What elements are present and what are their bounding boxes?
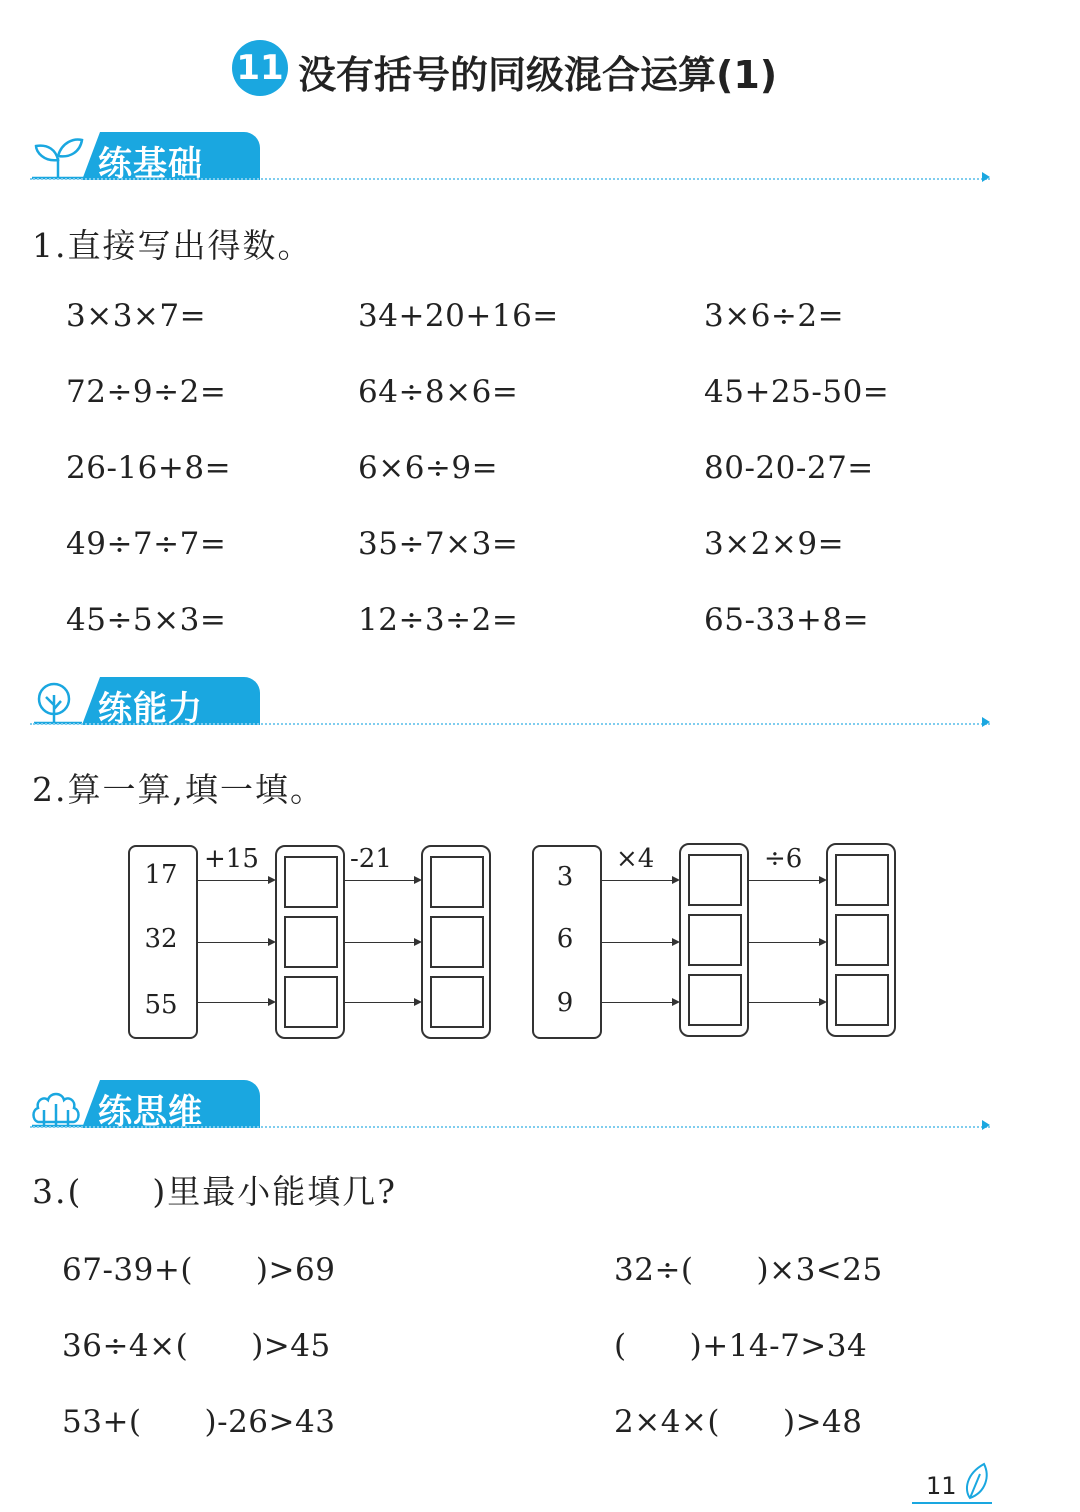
section-banner-ability [30, 677, 990, 729]
answer-box[interactable] [688, 914, 742, 966]
answer-box[interactable] [284, 916, 338, 968]
start-number: 55 [144, 990, 178, 1020]
operation-label: -21 [350, 844, 392, 874]
q1-expression: 3×3×7= [66, 298, 207, 334]
q3-inequality: 36÷4×( )>45 [62, 1328, 331, 1364]
arrow [196, 1002, 274, 1003]
arrow [747, 942, 825, 943]
q1-expression: 64÷8×6= [358, 374, 519, 410]
start-number: 32 [144, 924, 178, 954]
section-banner-basic [30, 132, 990, 184]
start-number: 17 [144, 860, 178, 890]
leaf-icon [960, 1460, 994, 1502]
arrow [600, 880, 678, 881]
section-banner-thinking [30, 1080, 990, 1132]
operation-label: ×4 [616, 844, 655, 874]
arrow [196, 880, 274, 881]
answer-box[interactable] [430, 856, 484, 908]
q1-expression: 35÷7×3= [358, 526, 519, 562]
arrow [196, 942, 274, 943]
arrow [600, 1002, 678, 1003]
q1-expression: 72÷9÷2= [66, 374, 227, 410]
question-2-title: 2.算一算,填一填。 [32, 770, 325, 809]
question-1-title: 1.直接写出得数。 [32, 226, 313, 265]
q1-expression: 65-33+8= [704, 602, 870, 638]
arrow [747, 880, 825, 881]
q1-expression: 12÷3÷2= [358, 602, 519, 638]
answer-box[interactable] [430, 976, 484, 1028]
start-number: 9 [556, 988, 574, 1018]
section-label-basic: 练基础 [98, 144, 203, 184]
answer-box[interactable] [835, 974, 889, 1026]
q3-inequality: 2×4×( )>48 [614, 1404, 863, 1440]
q1-expression: 3×2×9= [704, 526, 845, 562]
q1-expression: 6×6÷9= [358, 450, 499, 486]
arrow [747, 1002, 825, 1003]
tree-icon [30, 679, 86, 725]
lesson-number-badge: 11 [232, 40, 288, 96]
q3-inequality: 67-39+( )>69 [62, 1252, 336, 1288]
q1-expression: 45+25-50= [704, 374, 890, 410]
q1-expression: 26-16+8= [66, 450, 232, 486]
arrow [343, 880, 420, 881]
trees-icon [30, 1082, 86, 1128]
q1-expression: 3×6÷2= [704, 298, 845, 334]
q1-expression: 80-20-27= [704, 450, 874, 486]
section-label-ability: 练能力 [98, 689, 203, 729]
q1-expression: 34+20+16= [358, 298, 559, 334]
answer-box[interactable] [284, 856, 338, 908]
q3-inequality: ( )+14-7>34 [614, 1328, 868, 1364]
arrow [600, 942, 678, 943]
page-number: 11 [926, 1472, 957, 1500]
start-number: 6 [556, 924, 574, 954]
answer-box[interactable] [284, 976, 338, 1028]
q1-expression: 45÷5×3= [66, 602, 227, 638]
sprout-icon [30, 134, 86, 180]
operation-label: ÷6 [764, 844, 803, 874]
answer-box[interactable] [835, 854, 889, 906]
answer-box[interactable] [688, 854, 742, 906]
operation-label: +15 [204, 844, 259, 874]
q3-inequality: 32÷( )×3<25 [614, 1252, 883, 1288]
arrow [343, 942, 420, 943]
q1-expression: 49÷7÷7= [66, 526, 227, 562]
q3-inequality: 53+( )-26>43 [62, 1404, 336, 1440]
arrow [343, 1002, 420, 1003]
answer-box[interactable] [835, 914, 889, 966]
start-number: 3 [556, 862, 574, 892]
footer-underline [912, 1502, 992, 1504]
question-3-title: 3.( )里最小能填几? [32, 1172, 397, 1211]
answer-box[interactable] [688, 974, 742, 1026]
section-label-thinking: 练思维 [98, 1092, 203, 1132]
answer-box[interactable] [430, 916, 484, 968]
page-title: 没有括号的同级混合运算(1) [298, 53, 778, 97]
